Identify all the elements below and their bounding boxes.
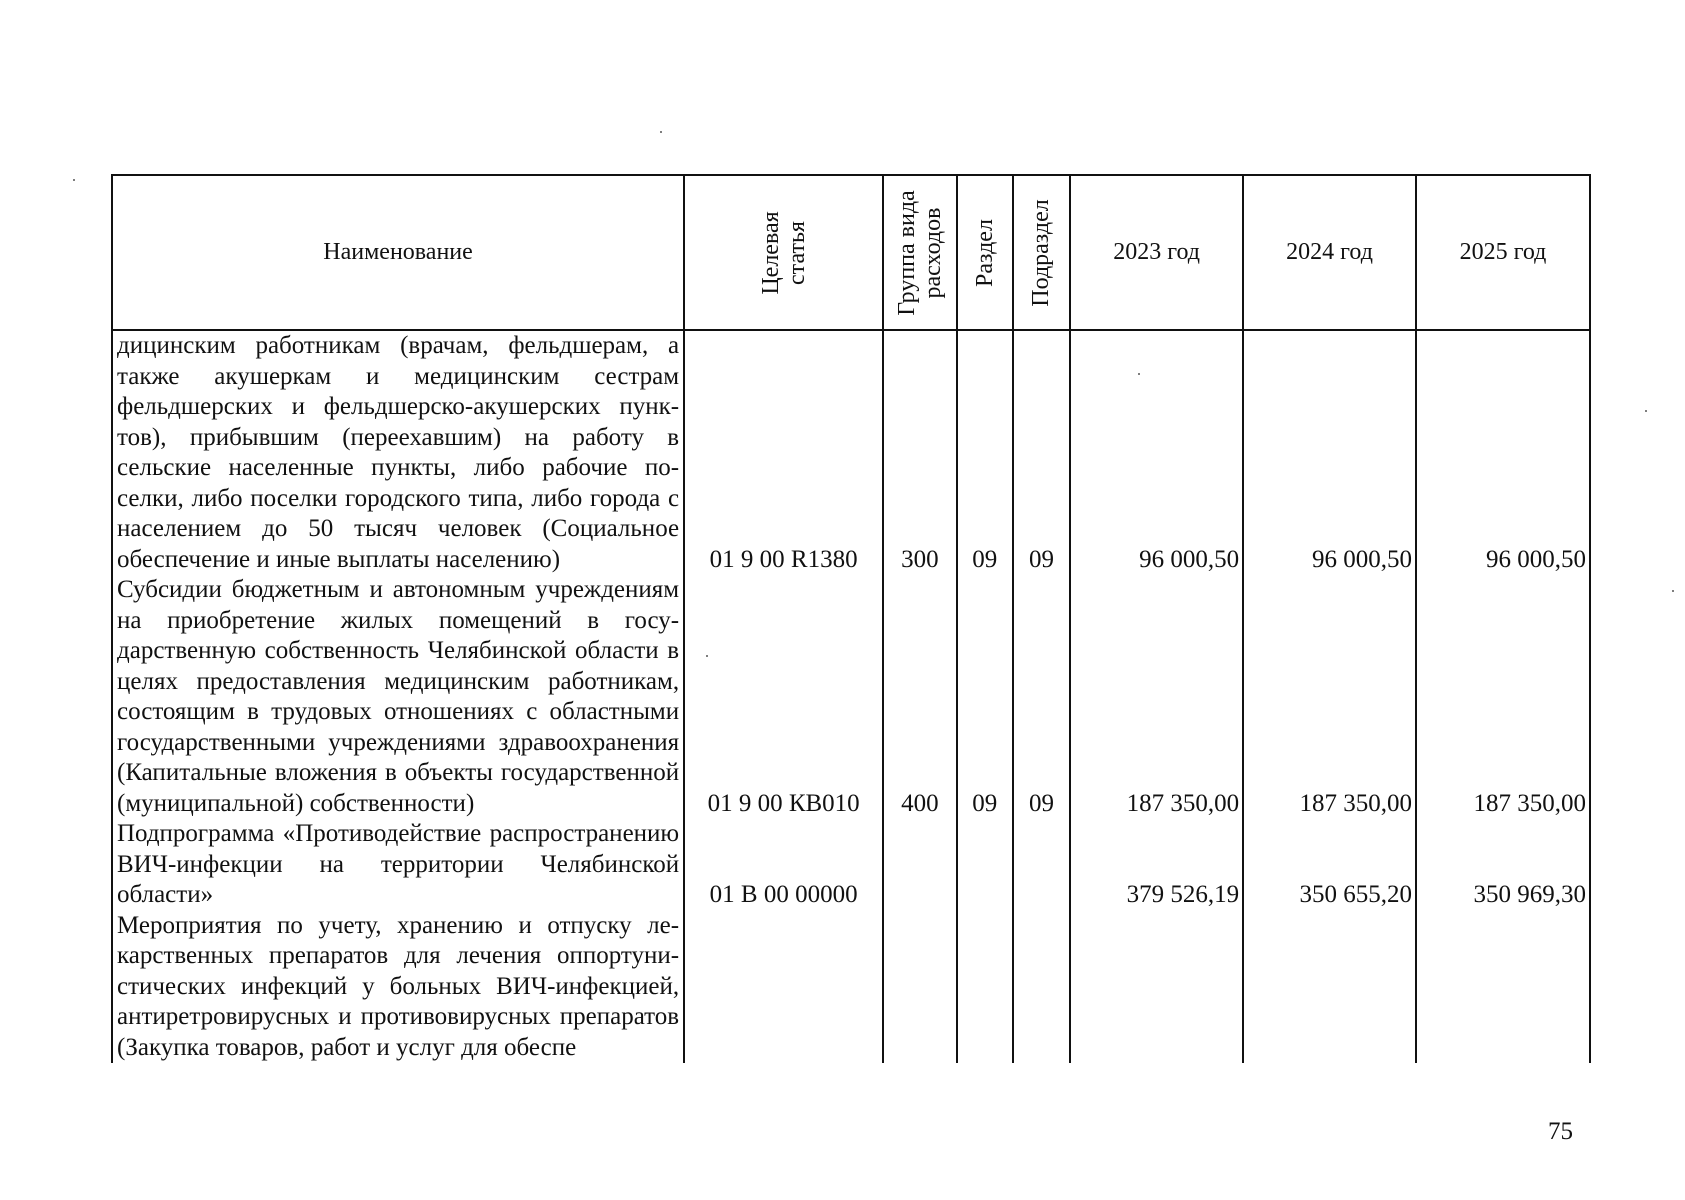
row-amount-2023: 379 526,19 — [1070, 819, 1243, 911]
row-subsection — [1013, 911, 1070, 1064]
header-subsection-label: Подраздел — [1028, 198, 1055, 307]
row-amount-2023: 187 350,00 — [1070, 575, 1243, 819]
table-row — [112, 819, 1590, 911]
header-section — [957, 175, 1013, 330]
header-name — [112, 175, 684, 330]
header-year-2023 — [1070, 175, 1243, 330]
row-section: 09 — [957, 330, 1013, 575]
scan-speck — [660, 131, 662, 133]
row-expense-group: 400 — [883, 575, 956, 819]
row-target-article: 01 9 00 КВ010 — [684, 575, 883, 819]
row-section — [957, 819, 1013, 911]
header-subsection — [1013, 175, 1070, 330]
header-target-article-line2: статья — [783, 220, 810, 285]
header-section-label: Раздел — [971, 218, 998, 287]
table-row — [112, 330, 1590, 575]
row-name: Подпрограмма «Противодействие распространению ВИЧ-инфекции на территории Челябинской области» — [112, 819, 684, 911]
budget-table — [111, 174, 1591, 1063]
header-name-label: Наименование — [323, 239, 473, 266]
row-name: дицинским работникам (врачам, фельдшерам, а также акушеркам и медицинским сестрам фельдшерских и фельдшерско-акушерских пунктов), прибывшим (переехавшим) на работу в сельские населенные пункты, либо рабочие поселки, либо поселки городского типа, либо города с населением до 50 тысяч человек (Социальное обеспечение и иные выплаты населению) — [112, 330, 684, 575]
page-number: 75 — [1548, 1118, 1573, 1145]
header-year-2023-label: 2023 год — [1113, 239, 1200, 266]
table-row — [112, 575, 1590, 819]
header-expense-group-line1: Группа вида — [893, 189, 920, 316]
row-amount-2025: 96 000,50 — [1416, 330, 1590, 575]
header-year-2024 — [1243, 175, 1416, 330]
row-section — [957, 911, 1013, 1064]
row-amount-2024: 350 655,20 — [1243, 819, 1416, 911]
scan-speck — [1672, 590, 1674, 592]
row-subsection: 09 — [1013, 575, 1070, 819]
row-section: 09 — [957, 575, 1013, 819]
header-year-2024-label: 2024 год — [1286, 239, 1373, 266]
header-year-2025-label: 2025 год — [1459, 239, 1547, 266]
row-subsection: 09 — [1013, 330, 1070, 575]
scan-speck — [706, 655, 708, 657]
header-expense-group-line2: расходов — [919, 207, 946, 298]
row-subsection — [1013, 819, 1070, 911]
row-amount-2023: 96 000,50 — [1070, 330, 1243, 575]
row-name: Субсидии бюджетным и автономным учреждениям на приобретение жилых помещений в государственную собственность Челябинской области в целях предоставления медицинским работникам, состоящим в трудовых отношениях с областными государственными учреждениями здравоохранения (Капитальные вложения в объекты государственной (муниципальной) собственности) — [112, 575, 684, 819]
header-year-2025 — [1416, 175, 1590, 330]
header-expense-group — [883, 175, 956, 330]
scan-speck — [1138, 373, 1140, 375]
row-amount-2025: 187 350,00 — [1416, 575, 1590, 819]
row-target-article: 01 9 00 R1380 — [684, 330, 883, 575]
row-expense-group — [883, 819, 956, 911]
header-target-article-line1: Целевая — [757, 210, 784, 295]
row-expense-group: 300 — [883, 330, 956, 575]
scan-speck — [1645, 410, 1647, 412]
row-target-article: 01 В 00 00000 — [684, 819, 883, 911]
row-amount-2024: 187 350,00 — [1243, 575, 1416, 819]
row-expense-group — [883, 911, 956, 1064]
scan-speck — [73, 179, 75, 181]
table-row — [112, 911, 1590, 1064]
row-amount-2023 — [1070, 911, 1243, 1064]
row-amount-2024 — [1243, 911, 1416, 1064]
row-amount-2025 — [1416, 911, 1590, 1064]
row-amount-2024: 96 000,50 — [1243, 330, 1416, 575]
row-target-article — [684, 911, 883, 1064]
row-amount-2025: 350 969,30 — [1416, 819, 1590, 911]
table-header-row — [112, 175, 1590, 330]
row-name: Мероприятия по учету, хранению и отпуску лекарственных препаратов для лечения оппортунистических инфекций у больных ВИЧ-инфекцией, антиретровирусных и противовирусных препаратов (Закупка товаров, работ и услуг для обеспе — [112, 911, 684, 1064]
header-target-article — [684, 175, 883, 330]
